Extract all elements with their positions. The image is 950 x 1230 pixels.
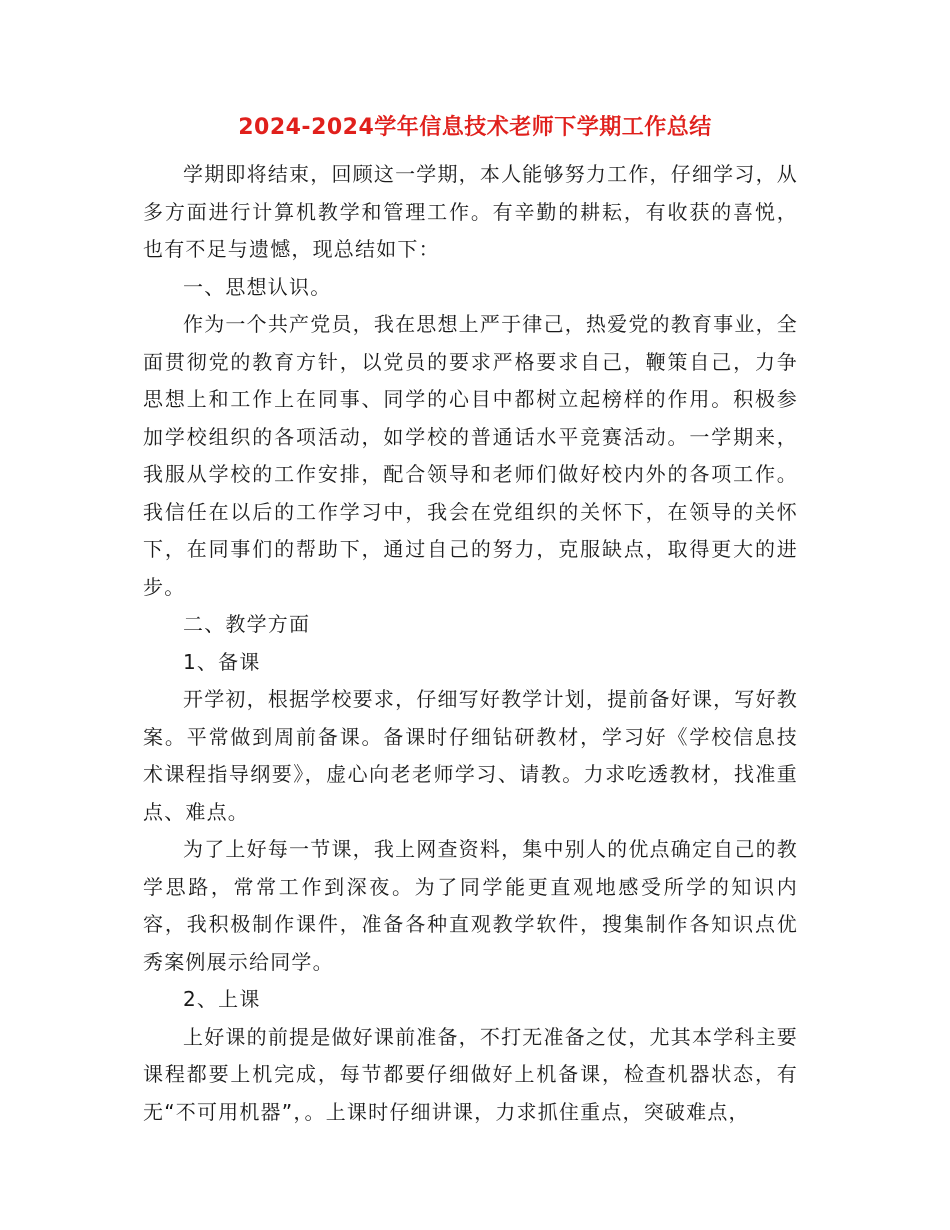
paragraph-lesson-prep-2: 为了上好每一节课，我上网查资料，集中别人的优点确定自己的教学思路，常常工作到深夜。为了同学能更直观地感受所学的知识内容，我积极制作课件，准备各种直观教学软件，搜集制作各知识点优秀案例展示给同学。 bbox=[143, 837, 798, 974]
paragraph-intro: 学期即将结束，回顾这一学期，本人能够努力工作，仔细学习，从多方面进行计算机教学和管理工作。有辛勤的耕耘，有收获的喜悦，也有不足与遗憾，现总结如下： bbox=[143, 162, 798, 261]
document-body bbox=[143, 156, 798, 1131]
heading-teaching: 二、教学方面 bbox=[183, 612, 311, 636]
subheading-lesson-prep: 1、备课 bbox=[183, 649, 261, 674]
document-title: 2024-2024学年信息技术老师下学期工作总结 bbox=[238, 115, 712, 140]
paragraph-ideology: 作为一个共产党员，我在思想上严于律己，热爱党的教育事业，全面贯彻党的教育方针，以党员的要求严格要求自己，鞭策自己，力争思想上和工作上在同事、同学的心目中都树立起榜样的作用。积极参加学校组织的各项活动，如学校的普通话水平竞赛活动。一学期来，我服从学校的工作安排，配合领导和老师们做好校内外的各项工作。我信任在以后的工作学习中，我会在党组织的关怀下，在领导的关怀下，在同事们的帮助下，通过自己的努力，克服缺点，取得更大的进步。 bbox=[143, 312, 798, 599]
heading-ideology: 一、思想认识。 bbox=[183, 274, 332, 299]
subheading-class: 2、上课 bbox=[183, 987, 261, 1011]
paragraph-lesson-prep: 开学初，根据学校要求，仔细写好教学计划，提前备好课，写好教案。平常做到周前备课。备课时仔细钻研教材，学习好《学校信息技术课程指导纲要》，虚心向老老师学习、请教。力求吃透教材，找准重点、难点。 bbox=[143, 687, 798, 824]
paragraph-class: 上好课的前提是做好课前准备，不打无准备之仗，尤其本学科主要课程都要上机完成，每节都要仔细做好上机备课，检查机器状态，有无“不可用机器”，。上课时仔细讲课，力求抓住重点，突破难点， bbox=[143, 1024, 798, 1124]
